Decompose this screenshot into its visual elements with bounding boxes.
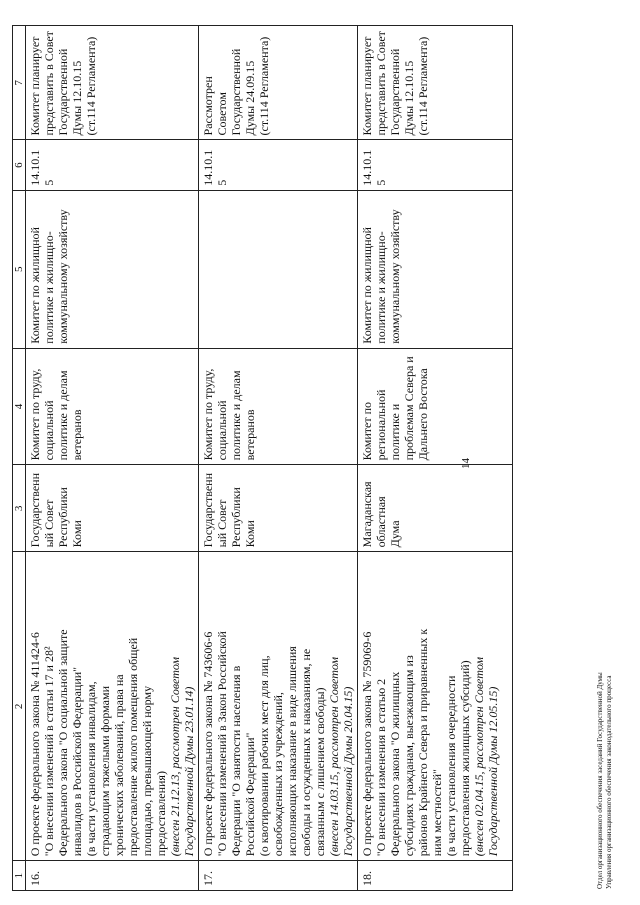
bill-title-line: предоставление жилого помещения общей [126, 637, 140, 857]
header-col-1: 1 [13, 861, 26, 891]
footer [596, 672, 614, 889]
bill-title-line: (в части установления инвалидам, [84, 681, 98, 857]
bill-title-line: Российской Федерации" [243, 732, 257, 857]
bill-title-line: предоставления жилищных субсидий) [458, 660, 472, 857]
bill-note-line: Государственной Думы 20.04.15) [341, 686, 355, 857]
coexecutor-committee: Комитет по труду, социальной политике и делам ветеранов [199, 348, 358, 465]
table-header-row [13, 26, 26, 891]
bill-title-line: связанным с лишением свободы) [313, 687, 327, 857]
bill-note-line: (внесен 21.12.13, рассмотрен Советом [168, 656, 182, 857]
header-col-6: 6 [13, 140, 26, 190]
bill-title-line: О проекте федерального закона № 411424-6 [28, 632, 42, 857]
row-number: 16. [26, 861, 199, 891]
bill-title-line: "О внесении изменений в статьи 17 и 28² [42, 646, 56, 857]
header-col-5: 5 [13, 190, 26, 348]
row-number: 18. [358, 861, 513, 891]
bill-title-line: О проекте федерального закона № 759069-6 [360, 631, 374, 857]
bill-title-line: Федерального закона "О жилищных [388, 671, 402, 857]
bill-title-line: (в части установления очередности [444, 675, 458, 857]
bill-title-line: ним местностей" [430, 769, 444, 857]
bill-title-line: Федерации "О занятости населения в [229, 665, 243, 857]
bill-note-line: Государственной Думы 23.01.14) [182, 686, 196, 857]
bill-title-line: свободы и осужденных к наказаниям, не [299, 648, 313, 857]
bill-title-line: площадью, превышающей норму [140, 685, 154, 857]
bill-title-line: инвалидов в Российской Федерации" [70, 666, 84, 857]
bill-title-line: Федерального закона "О социальной защите [56, 629, 70, 857]
initiator: Магаданская областная Дума [358, 465, 513, 552]
bill-title-line: страдающим тяжелыми формами [98, 685, 112, 857]
bill-title-line: исполняющих наказание в виде лишения [285, 646, 299, 857]
date: 14.10.15 [199, 140, 358, 190]
bill-title-line: субсидиях гражданам, выезжающим из [402, 655, 416, 857]
table-row [26, 26, 199, 891]
row-number: 17. [199, 861, 358, 891]
bill-note-line: (внесен 14.03.15, рассмотрен Советом [327, 656, 341, 857]
bill-title-line: хронических заболеваний, права на [112, 674, 126, 857]
bill-description [358, 552, 513, 861]
date: 14.10.15 [358, 140, 513, 190]
responsible-committee: Комитет по жилищной политике и жилищно-коммунальному хозяйству [358, 190, 513, 348]
bill-title-line: освобожденных из учреждений, [271, 692, 285, 857]
header-col-3: 3 [13, 465, 26, 552]
status: Рассмотрен Советом Государственной Думы 24.09.15 (ст.114 Регламента) [199, 26, 358, 140]
bill-title-line: О проекте федерального закона № 743606-6 [201, 631, 215, 857]
bill-note-line: Государственной Думы 12.05.15) [486, 686, 500, 857]
bill-title-line: районов Крайнего Севера и приравненных к [416, 628, 430, 857]
bill-title-line: (о квотировании рабочих мест для лиц, [257, 655, 271, 857]
table-row [358, 26, 513, 891]
responsible-committee [199, 190, 358, 348]
header-col-4: 4 [13, 348, 26, 465]
coexecutor-committee: Комитет по труду, социальной политике и делам ветеранов [26, 348, 199, 465]
bill-title-line: "О внесении изменений в Закон Российской [215, 631, 229, 857]
initiator: Государственный Совет Республики Коми [26, 465, 199, 552]
footer-line-1: Отдел организационного обеспечения заседаний Государственной Думы [596, 672, 604, 889]
date: 14.10.15 [26, 140, 199, 190]
page-number: 14 [460, 458, 472, 469]
bill-description [26, 552, 199, 861]
bill-note-line: (внесен 02.04.15, рассмотрен Советом [472, 656, 486, 857]
bill-title-line: предоставления) [154, 771, 168, 857]
table-row [199, 26, 358, 891]
status: Комитет планирует представить в Совет Государственной Думы 12.10.15 (ст.114 Регламента) [358, 26, 513, 140]
bill-description [199, 552, 358, 861]
header-col-7: 7 [13, 26, 26, 140]
coexecutor-committee: Комитет по региональной политике и проблемам Севера и Дальнего Востока [358, 348, 513, 465]
header-col-2: 2 [13, 552, 26, 861]
bill-title-line: "О внесении изменения в статью 2 [374, 678, 388, 857]
footer-line-2: Управления организационного обеспечения законодательного процесса [605, 675, 613, 889]
bills-table [12, 25, 513, 891]
responsible-committee: Комитет по жилищной политике и жилищно-коммунальному хозяйству [26, 190, 199, 348]
status: Комитет планирует представить в Совет Государственной Думы 12.10.15 (ст.114 Регламента) [26, 26, 199, 140]
initiator: Государственный Совет Республики Коми [199, 465, 358, 552]
